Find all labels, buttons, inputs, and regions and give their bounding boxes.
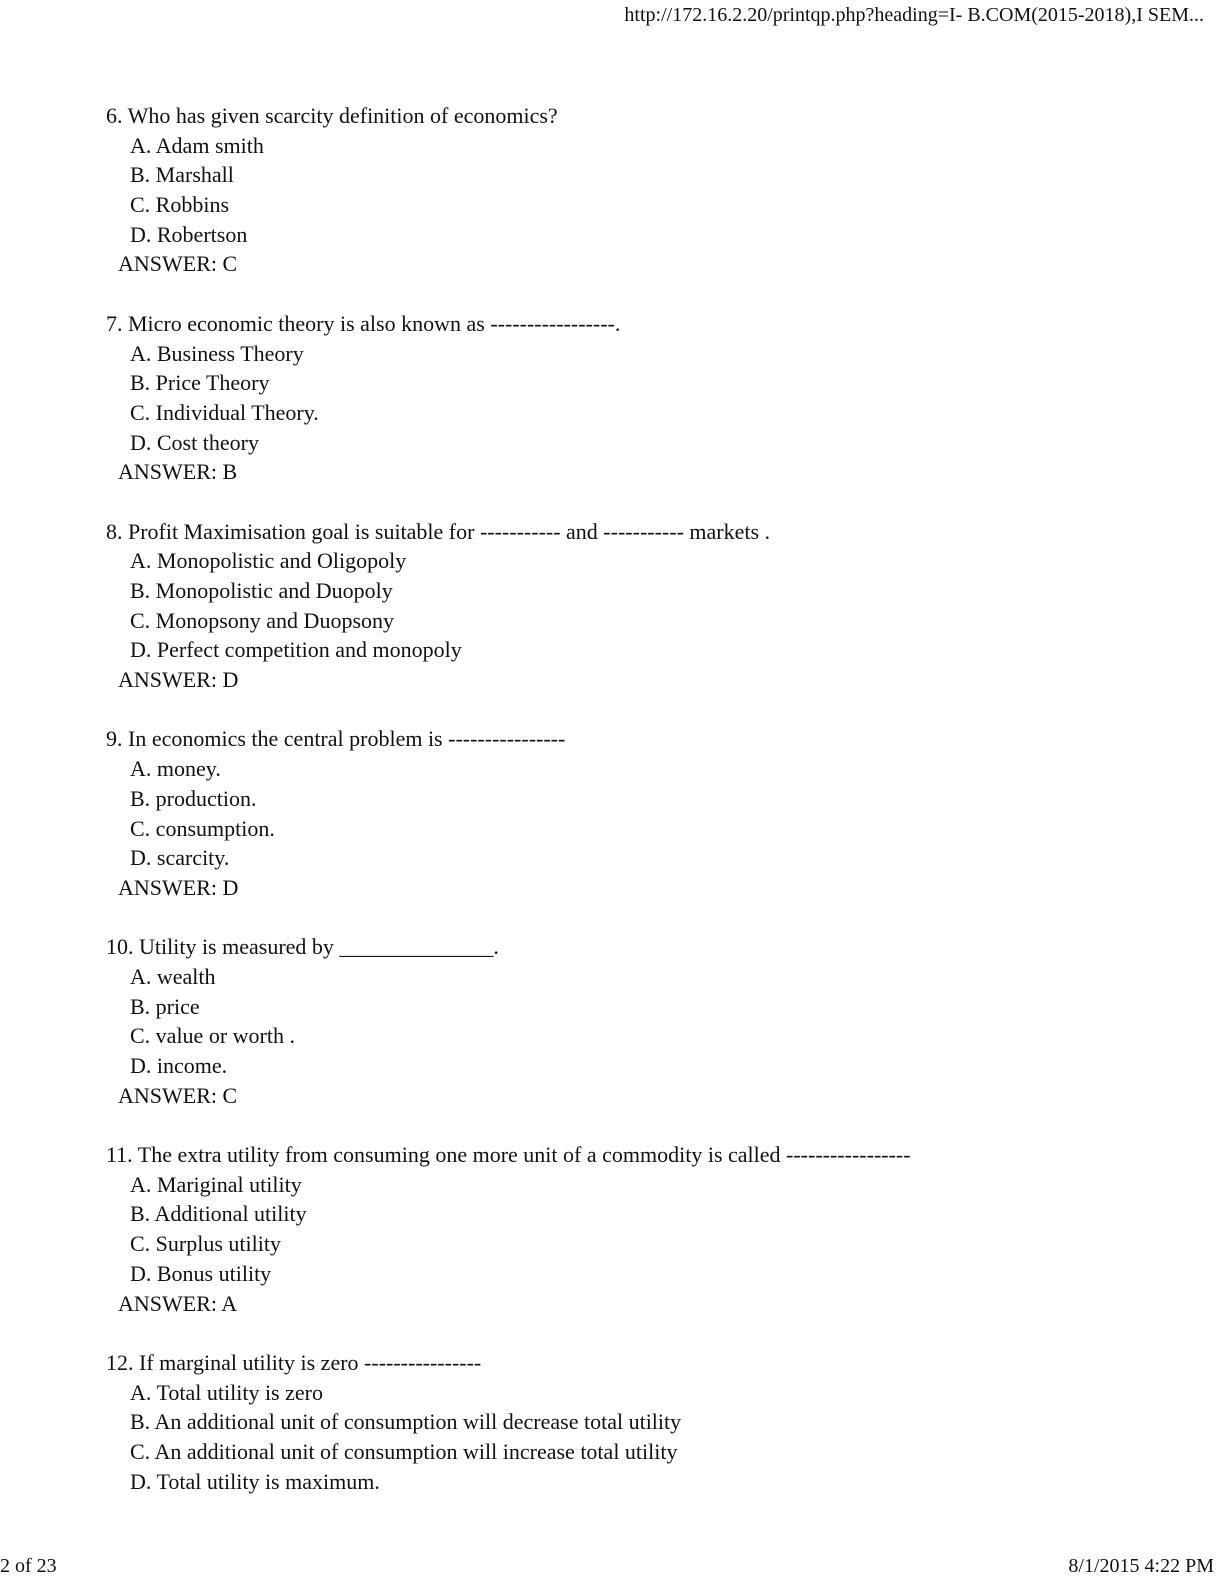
question-item — [106, 517, 1204, 695]
option: D. Robertson — [130, 221, 248, 247]
option: C. An additional unit of consumption will increase total utility — [130, 1438, 678, 1464]
option: B. Monopolistic and Duopoly — [130, 578, 393, 603]
option: A. money. — [130, 756, 221, 782]
option: D. Total utility is maximum. — [130, 1468, 380, 1494]
option: C. value or worth . — [130, 1023, 295, 1049]
option: B. An additional unit of consumption will decrease total utility — [130, 1409, 682, 1435]
question-text: 9. In economics the central problem is ---------------- — [106, 726, 566, 752]
option: D. scarcity. — [130, 845, 230, 871]
option: B. Price Theory — [130, 370, 270, 396]
option: C. consumption. — [130, 815, 275, 841]
answer: ANSWER: B — [118, 459, 238, 485]
option: D. Bonus utility — [130, 1260, 272, 1286]
question-item — [106, 309, 1204, 487]
option: A. wealth — [130, 963, 216, 989]
question-list — [106, 101, 1204, 1526]
option: A. Adam smith — [130, 132, 264, 158]
option: C. Individual Theory. — [130, 399, 319, 425]
question-item — [106, 101, 1204, 279]
option: C. Monopsony and Duopsony — [130, 607, 395, 633]
question-text: 6. Who has given scarcity definition of economics? — [106, 103, 558, 128]
option: D. Perfect competition and monopoly — [130, 637, 462, 663]
question-text: 8. Profit Maximisation goal is suitable for ----------- and ----------- markets . — [106, 518, 771, 544]
option: A. Business Theory — [130, 340, 304, 366]
option: C. Surplus utility — [130, 1231, 281, 1257]
question-text: 10. Utility is measured by ______________. — [106, 934, 499, 960]
question-item — [106, 932, 1204, 1110]
page-number: 2 of 23 — [0, 1555, 57, 1577]
page-url: http://172.16.2.20/printqp.php?heading=I- B.COM(2015-2018),I SEM... — [624, 4, 1204, 26]
option: A. Mariginal utility — [130, 1171, 302, 1197]
answer: ANSWER: A — [118, 1290, 238, 1316]
option: D. income. — [130, 1053, 228, 1078]
question-text: 7. Micro economic theory is also known as -----------------. — [106, 310, 621, 336]
option: A. Monopolistic and Oligopoly — [130, 548, 407, 574]
question-text: 12. If marginal utility is zero ---------------- — [106, 1349, 482, 1375]
option: B. Additional utility — [130, 1201, 307, 1227]
option: D. Cost theory — [130, 429, 259, 455]
option: B. price — [130, 993, 200, 1019]
option: A. Total utility is zero — [130, 1379, 323, 1405]
question-item — [106, 1140, 1204, 1318]
question-item — [106, 1348, 1204, 1496]
question-item — [106, 724, 1204, 902]
answer: ANSWER: D — [118, 667, 239, 693]
print-datetime: 8/1/2015 4:22 PM — [1068, 1555, 1214, 1577]
question-text: 11. The extra utility from consuming one more unit of a commodity is called ----------------- — [106, 1142, 911, 1168]
option: B. production. — [130, 785, 257, 811]
answer: ANSWER: D — [118, 874, 239, 900]
answer: ANSWER: C — [118, 1082, 238, 1108]
answer: ANSWER: C — [118, 251, 238, 277]
option: C. Robbins — [130, 192, 230, 218]
option: B. Marshall — [130, 162, 234, 188]
